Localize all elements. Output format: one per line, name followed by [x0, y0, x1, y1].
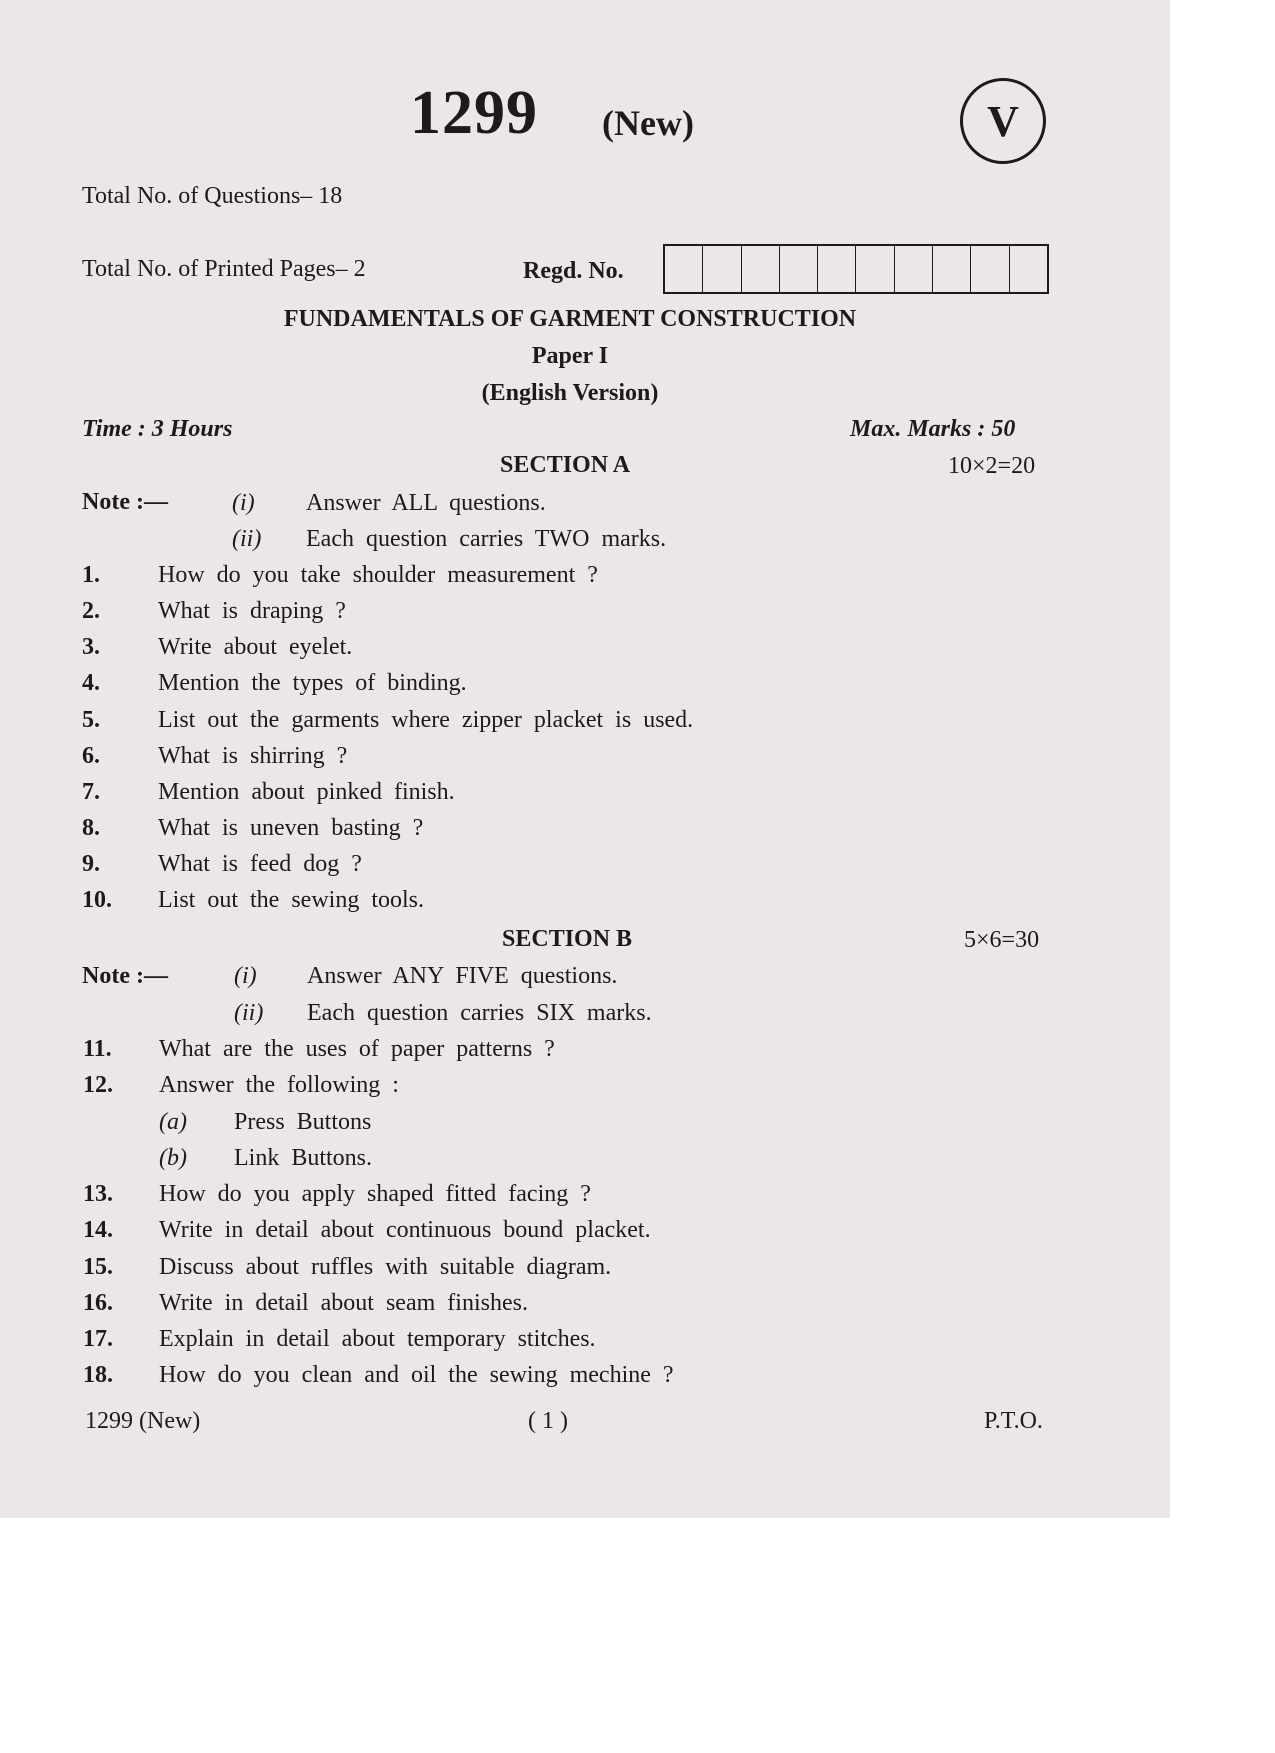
total-questions: Total No. of Questions– 18 [82, 183, 343, 209]
note-text: Answer ALL questions. [306, 490, 546, 516]
regd-box-cell[interactable] [933, 246, 971, 292]
question-number: 9. [82, 851, 100, 877]
total-pages: Total No. of Printed Pages– 2 [82, 256, 366, 282]
note-number: (i) [232, 490, 255, 516]
question-text: How do you apply shaped fitted facing ? [159, 1181, 591, 1207]
footer-page-number: ( 1 ) [528, 1408, 568, 1434]
question-number: 15. [83, 1254, 113, 1280]
question-text: Write about eyelet. [158, 634, 353, 660]
note-number: (i) [234, 963, 257, 989]
regd-box-cell[interactable] [1010, 246, 1047, 292]
question-number: 10. [82, 887, 112, 913]
question-number: 7. [82, 779, 100, 805]
section-b-marks: 5×6=30 [964, 927, 1040, 953]
regd-box-cell[interactable] [665, 246, 703, 292]
section-a-marks: 10×2=20 [948, 453, 1036, 479]
question-text: Mention the types of binding. [158, 670, 467, 696]
question-number: 8. [82, 815, 100, 841]
question-number: 2. [82, 598, 100, 624]
max-marks: Max. Marks : 50 [850, 416, 1016, 442]
question-number: 11. [83, 1036, 112, 1062]
question-number: 1. [82, 562, 100, 588]
question-number: 12. [83, 1072, 113, 1098]
question-text: What is shirring ? [158, 743, 348, 769]
question-number: 17. [83, 1326, 113, 1352]
question-text: What is feed dog ? [158, 851, 362, 877]
note-text: Each question carries SIX marks. [307, 1000, 652, 1026]
question-number: 3. [82, 634, 100, 660]
section-a-heading: SECTION A [500, 452, 631, 478]
regd-box-cell[interactable] [856, 246, 894, 292]
section-b-note-label: Note :— [82, 963, 168, 989]
paper-number: Paper I [531, 343, 609, 369]
question-text: What is draping ? [158, 598, 346, 624]
question-text: How do you take shoulder measurement ? [158, 562, 598, 588]
regd-label: Regd. No. [523, 258, 624, 284]
sub-part-letter: (b) [159, 1145, 187, 1171]
question-text: List out the garments where zipper placket is used. [158, 707, 694, 733]
footer-pto: P.T.O. [984, 1408, 1043, 1434]
section-a-note-label: Note :— [82, 489, 168, 515]
question-text: Discuss about ruffles with suitable diagram. [159, 1254, 612, 1280]
question-text: Mention about pinked finish. [158, 779, 455, 805]
regd-box-cell[interactable] [971, 246, 1009, 292]
question-number: 6. [82, 743, 100, 769]
question-number: 16. [83, 1290, 113, 1316]
sub-part-text: Link Buttons. [234, 1145, 373, 1171]
subject-title: FUNDAMENTALS OF GARMENT CONSTRUCTION [283, 306, 857, 332]
paper-code: 1299 [410, 79, 538, 147]
question-number: 18. [83, 1362, 113, 1388]
regd-box-cell[interactable] [818, 246, 856, 292]
question-text: Write in detail about seam finishes. [159, 1290, 528, 1316]
regd-box-cell[interactable] [742, 246, 780, 292]
question-text: Explain in detail about temporary stitches. [159, 1326, 596, 1352]
regd-box-cell[interactable] [703, 246, 741, 292]
question-text: List out the sewing tools. [158, 887, 424, 913]
medium-version: (English Version) [481, 380, 659, 406]
sub-part-letter: (a) [159, 1109, 187, 1135]
medium-badge [960, 78, 1046, 164]
question-number: 13. [83, 1181, 113, 1207]
sub-part-text: Press Buttons [234, 1109, 372, 1135]
question-text: What is uneven basting ? [158, 815, 424, 841]
question-text: What are the uses of paper patterns ? [159, 1036, 555, 1062]
question-number: 5. [82, 707, 100, 733]
section-b-heading: SECTION B [502, 926, 633, 952]
paper-version: (New) [602, 103, 694, 143]
question-number: 14. [83, 1217, 113, 1243]
question-text: How do you clean and oil the sewing mechine ? [159, 1362, 674, 1388]
note-text: Each question carries TWO marks. [306, 526, 667, 552]
regd-box-cell[interactable] [895, 246, 933, 292]
note-text: Answer ANY FIVE questions. [307, 963, 618, 989]
time-allowed: Time : 3 Hours [82, 416, 233, 442]
question-number: 4. [82, 670, 100, 696]
note-number: (ii) [232, 526, 262, 552]
note-number: (ii) [234, 1000, 264, 1026]
question-text: Write in detail about continuous bound placket. [159, 1217, 651, 1243]
medium-badge-letter: V [987, 96, 1019, 146]
question-text: Answer the following : [159, 1072, 399, 1098]
regd-box-cell[interactable] [780, 246, 818, 292]
regd-number-boxes[interactable] [663, 244, 1049, 294]
footer-paper-code: 1299 (New) [85, 1408, 201, 1434]
